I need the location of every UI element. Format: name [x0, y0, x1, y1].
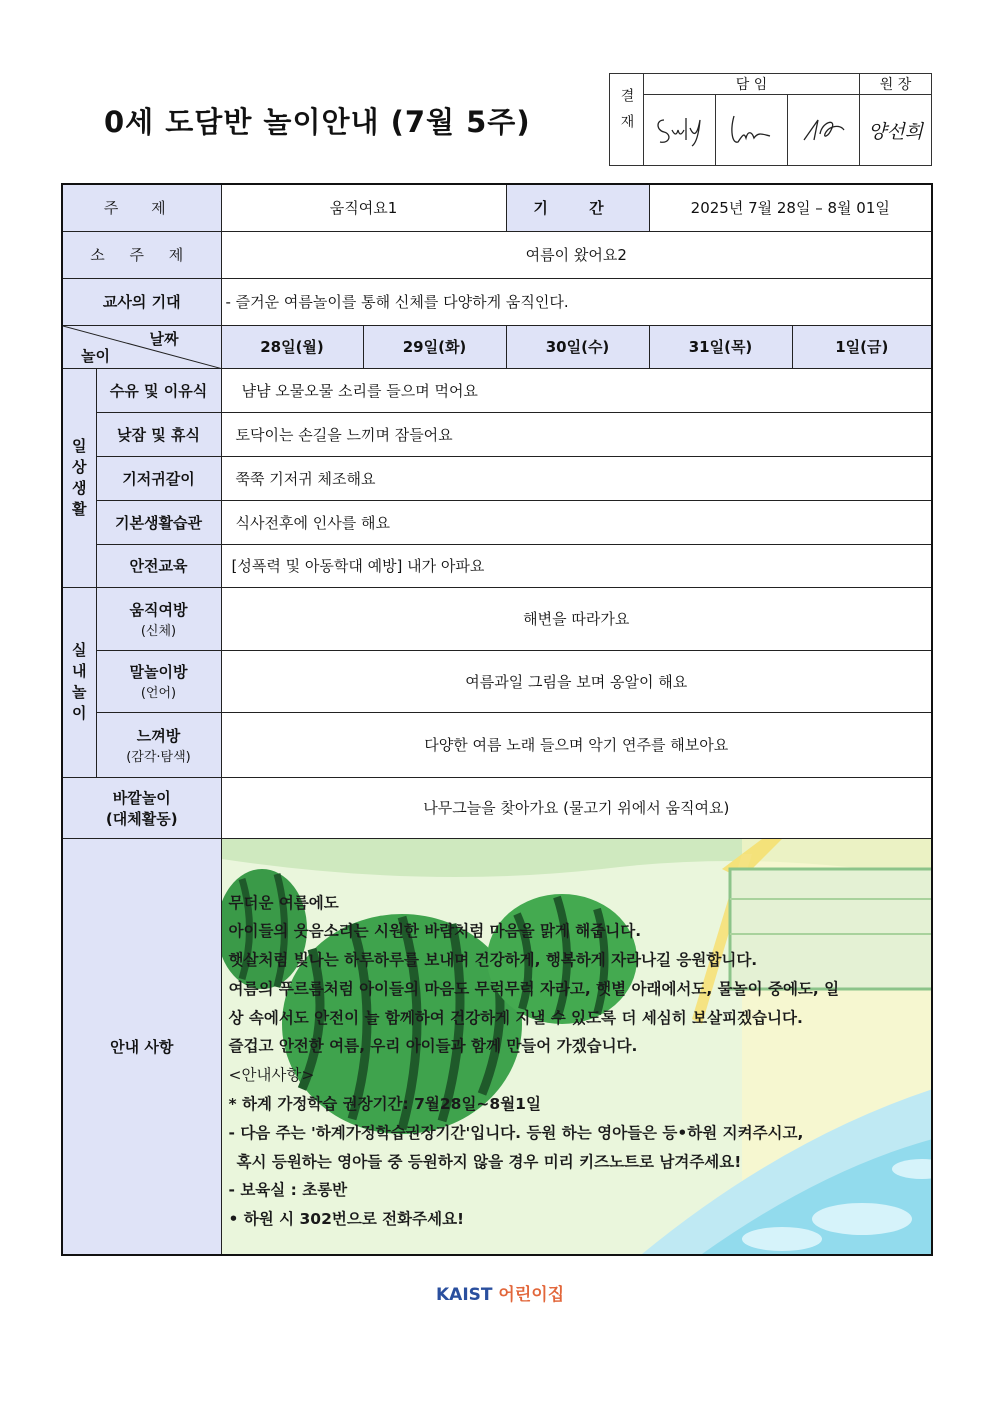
- indoor-row-content: 해변을 따라가요: [221, 587, 932, 650]
- day-header: 31일(목): [649, 325, 792, 368]
- kaist-logo: [436, 1280, 564, 1305]
- page-title: 0세 도담반 놀이안내 (7월 5주): [104, 105, 531, 139]
- notice-label: 안내 사항: [62, 838, 221, 1255]
- period-value: 2025년 7월 28일 – 8월 01일: [649, 184, 932, 231]
- indoor-row-label: 느껴방 (감각·탐색): [96, 712, 221, 777]
- subtheme-label: 소 주 제: [62, 231, 221, 278]
- logo-daycare-text: 어린이집: [498, 1285, 565, 1305]
- notice-line: 햇살처럼 빛나는 하루하루를 보내며 건강하게, 행복하게 자라나길 응원합니다.: [228, 951, 758, 970]
- subtheme-value: 여름이 왔어요2: [221, 231, 932, 278]
- day-header: 28일(월): [221, 325, 363, 368]
- signature-icon: [724, 110, 780, 150]
- notice-line: <안내사항>: [228, 1066, 315, 1085]
- teacher-signature-1: [644, 95, 716, 166]
- daily-row-label: 수유 및 이유식: [96, 368, 221, 412]
- notice-text: [229, 889, 926, 1235]
- approval-side-label: [610, 74, 644, 166]
- approval-box: [609, 73, 932, 166]
- director-signature-text: 양선희: [867, 120, 924, 143]
- notice-line: 혹시 등원하는 영아들 중 등원하지 않을 경우 미리 키즈노트로 남겨주세요!: [236, 1152, 742, 1171]
- notice-line: 상 속에서도 안전이 늘 함께하여 건강하게 지낼 수 있도록 더 세심히 보살피겠습니다.: [228, 1008, 803, 1027]
- theme-label: 주 제: [62, 184, 221, 231]
- theme-value: 움직여요1: [221, 184, 506, 231]
- date-corner-cell: [62, 325, 221, 368]
- daily-row-content: 쭉쭉 기저귀 체조해요: [221, 456, 932, 500]
- indoor-row-content: 다양한 여름 노래 들으며 악기 연주를 해보아요: [221, 712, 932, 777]
- daily-row-label: 낮잠 및 휴식: [96, 412, 221, 456]
- day-header: 30일(수): [506, 325, 649, 368]
- date-corner-top: 날짜: [149, 329, 179, 348]
- daily-row-label: 안전교육: [96, 544, 221, 587]
- expectation-label: 교사의 기대: [62, 278, 221, 325]
- indoor-row-content: 여름과일 그림을 보며 옹알이 해요: [221, 650, 932, 712]
- logo-kaist-text: KAIST: [436, 1285, 493, 1305]
- daily-row-content: 토닥이는 손길을 느끼며 잠들어요: [221, 412, 932, 456]
- indoor-label: 실내놀이: [62, 587, 96, 777]
- notice-line: - 보육실 : 초롱반: [228, 1181, 348, 1200]
- date-corner-bottom: 놀이: [81, 346, 110, 365]
- daily-row-label: 기본생활습관: [96, 500, 221, 544]
- notice-line: * 하계 가정학습 권장기간: 7월28일~8월1일: [228, 1095, 541, 1114]
- approval-side-text: 결재: [618, 88, 635, 140]
- notice-line: 즐겁고 안전한 여름, 우리 아이들과 함께 만들어 가겠습니다.: [228, 1037, 638, 1056]
- notice-cell: [221, 838, 932, 1255]
- indoor-row-label: 말놀이방 (언어): [96, 650, 221, 712]
- outdoor-label: 바깥놀이 (대체활동): [62, 777, 221, 838]
- expectation-value: - 즐거운 여름놀이를 통해 신체를 다양하게 움직인다.: [221, 278, 932, 325]
- day-header: 1일(금): [792, 325, 932, 368]
- notice-line: 아이들의 웃음소리는 시원한 바람처럼 마음을 맑게 해줍니다.: [228, 922, 642, 941]
- director-signature: [860, 95, 932, 166]
- daily-life-label: 일상생활: [62, 368, 96, 587]
- indoor-row-label: 움직여방 (신체): [96, 587, 221, 650]
- teacher-signature-3: [788, 95, 860, 166]
- daily-row-content: 냠냠 오물오물 소리를 들으며 먹어요: [221, 368, 932, 412]
- signature-icon: [652, 110, 708, 150]
- daily-row-content: 식사전후에 인사를 해요: [221, 500, 932, 544]
- teacher-signature-2: [716, 95, 788, 166]
- plan-table: [61, 183, 933, 1256]
- period-label: 기 간: [506, 184, 649, 231]
- daily-row-label: 기저귀갈이: [96, 456, 221, 500]
- notice-line: 무더운 여름에도: [228, 893, 339, 912]
- notice-line: • 하원 시 302번으로 전화주세요!: [228, 1210, 465, 1229]
- teacher-label: 담 임: [644, 74, 860, 95]
- director-label: 원 장: [860, 74, 932, 95]
- outdoor-content: 나무그늘을 찾아가요 (물고기 위에서 움직여요): [221, 777, 932, 838]
- day-header: 29일(화): [363, 325, 506, 368]
- notice-line: - 다음 주는 '하계가정학습권장기간'입니다. 등원 하는 영아들은 등•하원 지켜주시고,: [228, 1123, 804, 1142]
- notice-line: 여름의 푸르름처럼 아이들의 마음도 무럭무럭 자라고, 햇볕 아래에서도, 물놀이 중에도, 일: [228, 979, 840, 998]
- signature-icon: [796, 110, 852, 150]
- daily-row-content: [성폭력 및 아동학대 예방] 내가 아파요: [221, 544, 932, 587]
